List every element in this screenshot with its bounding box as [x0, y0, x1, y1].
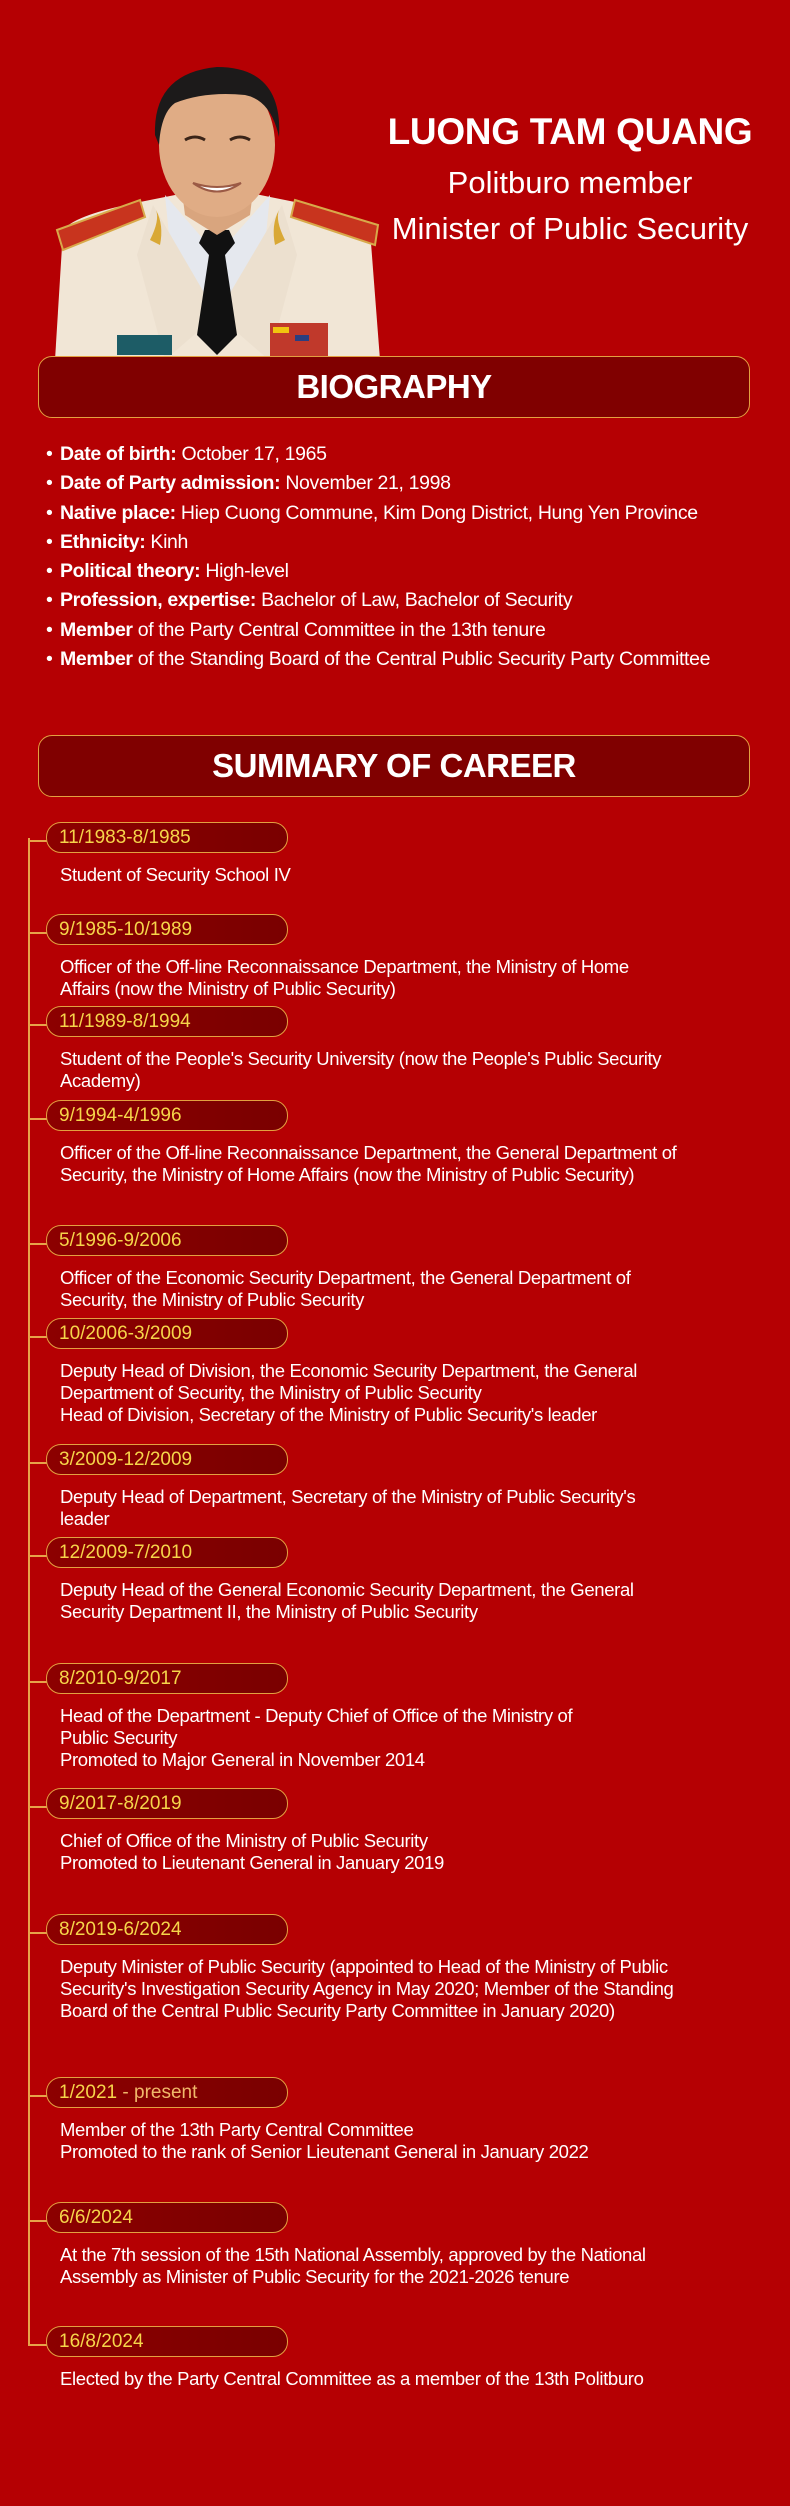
timeline-description: [60, 1830, 760, 1874]
timeline-date: 9/1985-10/1989: [59, 919, 193, 940]
bio-value: of the Standing Board of the Central Public Security Party Committee: [132, 648, 711, 671]
bio-value: Kinh: [145, 530, 189, 553]
timeline-description-line: Assembly as Minister of Public Security for the 2021-2026 tenure: [60, 2266, 570, 2287]
bio-value: November 21, 1998: [280, 472, 451, 495]
timeline-date: 8/2019-6/2024: [59, 1919, 182, 1940]
bio-label: Native place:: [60, 501, 176, 524]
timeline-description-line: Student of Security School IV: [60, 864, 291, 885]
biography-title: BIOGRAPHY: [296, 368, 492, 405]
career-banner: [38, 735, 750, 797]
portrait-icon: [45, 55, 390, 360]
timeline-connector: [28, 840, 48, 842]
timeline-description-line: Officer of the Off-line Reconnaissance Department, the General Department of: [60, 1142, 677, 1163]
timeline-description-line: Deputy Head of Department, Secretary of the Ministry of Public Security's: [60, 1486, 636, 1507]
timeline-date-badge: [46, 1663, 288, 1694]
person-name: LUONG TAM QUANG: [387, 111, 753, 152]
timeline-date-badge: [46, 1006, 288, 1037]
bio-value: Bachelor of Law, Bachelor of Security: [256, 589, 573, 612]
timeline-description: [60, 1486, 760, 1530]
timeline-connector: [28, 1681, 48, 1683]
timeline-date-badge: [46, 1100, 288, 1131]
bio-label: Profession, expertise:: [60, 589, 257, 612]
timeline-connector: [28, 1243, 48, 1245]
timeline-description-line: Member of the 13th Party Central Committee: [60, 2119, 414, 2140]
bullet-icon: •: [46, 501, 53, 524]
timeline-date: 1/2021: [59, 2082, 118, 2103]
timeline-description: [60, 2119, 760, 2163]
bio-value: High-level: [200, 560, 289, 583]
bio-item-birth: [46, 440, 786, 469]
timeline-description-line: Officer of the Off-line Reconnaissance Department, the Ministry of Home: [60, 956, 629, 977]
career-title: SUMMARY OF CAREER: [212, 747, 576, 784]
timeline-description-line: Security, the Ministry of Public Security: [60, 1289, 365, 1310]
timeline-connector: [28, 1024, 48, 1026]
timeline-description: [60, 1142, 760, 1186]
timeline-description-line: Head of the Department - Deputy Chief of Office of the Ministry of: [60, 1705, 573, 1726]
timeline-description-line: Student of the People's Security University (now the People's Public Security: [60, 1048, 662, 1069]
timeline-connector: [28, 1932, 48, 1934]
bio-item-ethnicity: [46, 528, 786, 557]
timeline-date-badge: [46, 1318, 288, 1349]
timeline-date: 8/2010-9/2017: [59, 1668, 182, 1689]
timeline-date: 9/1994-4/1996: [59, 1105, 182, 1126]
timeline-line: [28, 838, 30, 2345]
timeline-description-line: Elected by the Party Central Committee as a member of the 13th Politburo: [60, 2368, 644, 2389]
timeline-connector: [28, 932, 48, 934]
bullet-icon: •: [46, 560, 53, 583]
timeline-date: 3/2009-12/2009: [59, 1449, 193, 1470]
timeline-description: [60, 1579, 760, 1623]
portrait-photo: [45, 55, 390, 360]
timeline-description-line: Security Department II, the Ministry of Public Security: [60, 1601, 478, 1622]
timeline-connector: [28, 1555, 48, 1557]
timeline-connector: [28, 2220, 48, 2222]
biography-list: [46, 440, 786, 674]
timeline-description-line: Promoted to Major General in November 2014: [60, 1749, 425, 1770]
timeline-description: [60, 1956, 760, 2022]
timeline-description-line: Academy): [60, 1070, 141, 1091]
timeline-description-line: Board of the Central Public Security Party Committee in January 2020): [60, 2000, 615, 2021]
timeline-description-line: Officer of the Economic Security Department, the General Department of: [60, 1267, 631, 1288]
bullet-icon: •: [46, 618, 53, 641]
timeline-connector: [28, 1806, 48, 1808]
timeline-description-line: Security, the Ministry of Home Affairs (now the Ministry of Public Security): [60, 1164, 635, 1185]
timeline-description-line: Deputy Head of the General Economic Security Department, the General: [60, 1579, 634, 1600]
timeline-date-suffix: - present: [117, 2082, 198, 2103]
timeline-description: [60, 1705, 760, 1771]
timeline-description: [60, 1048, 760, 1092]
bio-label: Ethnicity:: [60, 530, 146, 553]
bullet-icon: •: [46, 443, 53, 465]
bullet-icon: •: [46, 589, 53, 612]
bio-label: Member: [60, 618, 133, 641]
timeline-date: 6/6/2024: [59, 2207, 133, 2228]
timeline-date: 11/1983-8/1985: [59, 827, 191, 848]
timeline-connector: [28, 2344, 48, 2346]
person-role-minister: Minister of Public Security: [391, 211, 749, 246]
timeline-description: [60, 1360, 760, 1426]
timeline-date: 5/1996-9/2006: [59, 1230, 182, 1251]
bio-label: Political theory:: [60, 560, 201, 583]
bio-value: October 17, 1965: [176, 443, 327, 465]
timeline-date: 11/1989-8/1994: [59, 1011, 191, 1032]
bio-value: of the Party Central Committee in the 13th tenure: [132, 618, 546, 641]
bio-label: Date of birth:: [60, 443, 177, 465]
bio-item-profession: [46, 586, 786, 615]
timeline-description-line: At the 7th session of the 15th National Assembly, approved by the National: [60, 2244, 646, 2265]
bio-value: Hiep Cuong Commune, Kim Dong District, Hung Yen Province: [175, 501, 698, 524]
bio-label: Date of Party admission:: [60, 472, 281, 495]
bullet-icon: •: [46, 648, 53, 671]
timeline-date-badge: [46, 2202, 288, 2233]
timeline-description: [60, 864, 760, 886]
bio-label: Member: [60, 648, 133, 671]
timeline-description-line: Deputy Minister of Public Security (appointed to Head of the Ministry of Public: [60, 1956, 668, 1977]
timeline-description-line: Public Security: [60, 1727, 178, 1748]
bio-item-party-admission: [46, 469, 786, 498]
hero-title-block: [360, 110, 780, 252]
timeline-connector: [28, 1118, 48, 1120]
bio-item-political-theory: [46, 557, 786, 586]
timeline-date-badge: [46, 2077, 288, 2108]
biography-banner: [38, 356, 750, 418]
person-role-politburo: Politburo member: [447, 165, 693, 200]
bio-item-native-place: [46, 499, 786, 528]
timeline-date: 10/2006-3/2009: [59, 1323, 193, 1344]
timeline-connector: [28, 2095, 48, 2097]
timeline-description-line: Promoted to the rank of Senior Lieutenant General in January 2022: [60, 2141, 589, 2162]
timeline-date-badge: [46, 1788, 288, 1819]
timeline-description-line: leader: [60, 1508, 110, 1529]
timeline-description-line: Security's Investigation Security Agency in May 2020; Member of the Standing: [60, 1978, 674, 1999]
timeline-description: [60, 2368, 760, 2390]
timeline-description-line: Affairs (now the Ministry of Public Security): [60, 978, 396, 999]
timeline-description-line: Promoted to Lieutenant General in January 2019: [60, 1852, 444, 1873]
timeline-description-line: Chief of Office of the Ministry of Public Security: [60, 1830, 428, 1851]
timeline-description-line: Department of Security, the Ministry of Public Security: [60, 1382, 482, 1403]
timeline-connector: [28, 1336, 48, 1338]
bio-item-standing-board: [46, 645, 786, 674]
timeline-date: 12/2009-7/2010: [59, 1542, 193, 1563]
timeline-date-badge: [46, 1537, 288, 1568]
bullet-icon: •: [46, 472, 53, 495]
timeline-description: [60, 1267, 760, 1311]
timeline-date-badge: [46, 1444, 288, 1475]
timeline-description: [60, 956, 760, 1000]
bullet-icon: •: [46, 530, 53, 553]
timeline-date-badge: [46, 1914, 288, 1945]
timeline-description-line: Deputy Head of Division, the Economic Security Department, the General: [60, 1360, 638, 1381]
timeline-date-badge: [46, 822, 288, 853]
timeline-description-line: Head of Division, Secretary of the Ministry of Public Security's leader: [60, 1404, 597, 1425]
timeline-date-badge: [46, 1225, 288, 1256]
timeline-date: 9/2017-8/2019: [59, 1793, 182, 1814]
timeline-date: 16/8/2024: [59, 2331, 144, 2352]
timeline-date-badge: [46, 914, 288, 945]
bio-item-central-committee: [46, 616, 786, 645]
timeline-description: [60, 2244, 760, 2288]
timeline-connector: [28, 1462, 48, 1464]
timeline-date-badge: [46, 2326, 288, 2357]
